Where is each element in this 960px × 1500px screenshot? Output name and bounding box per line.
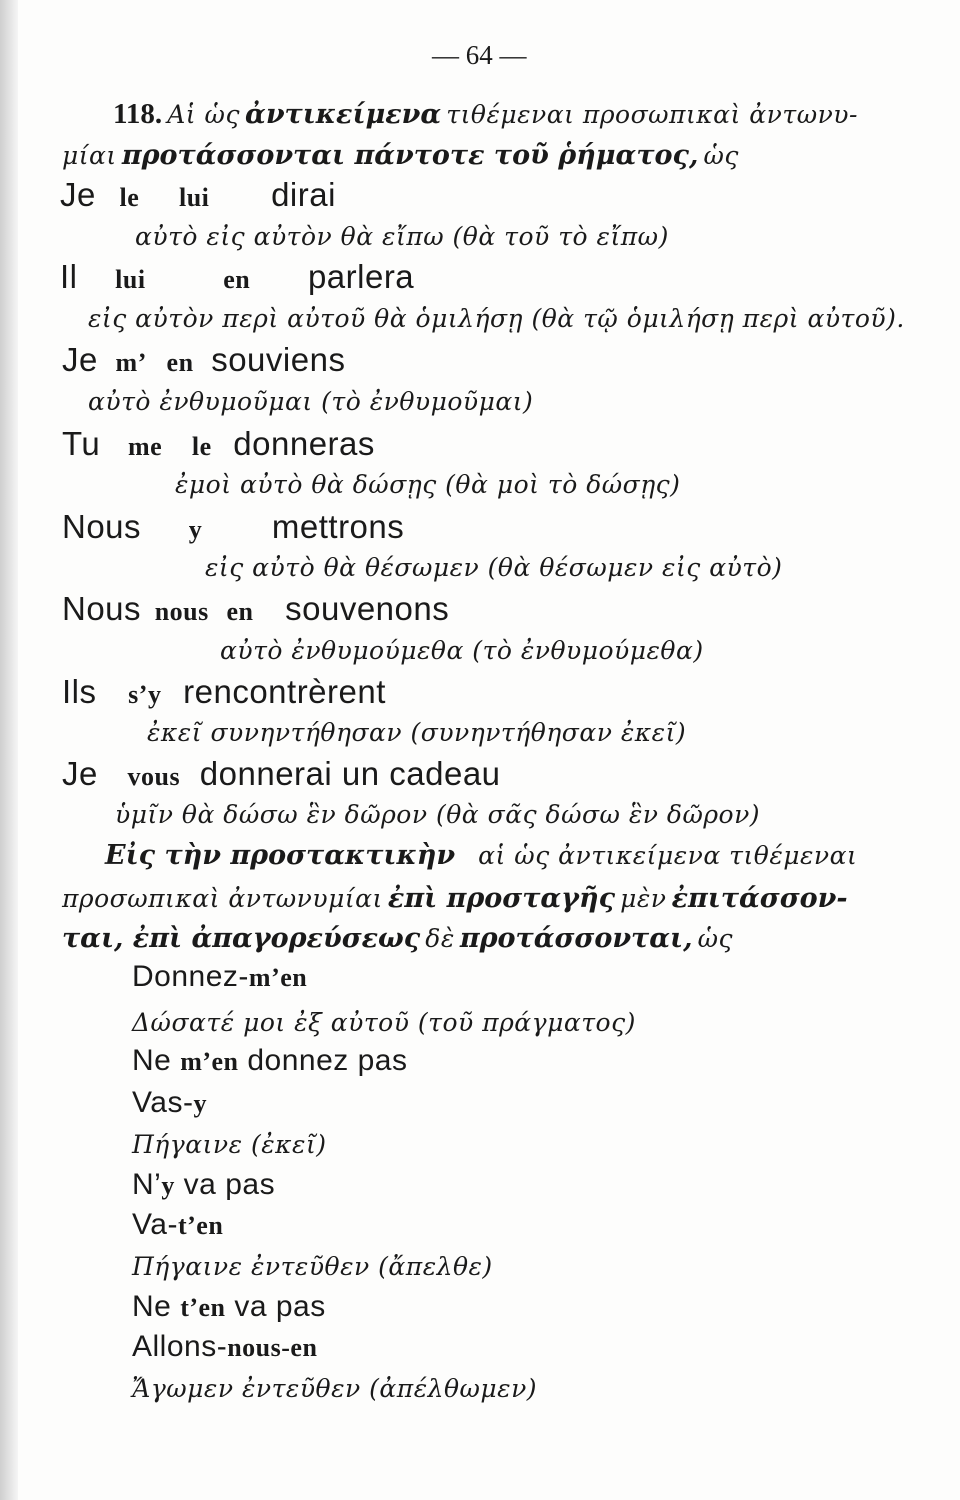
imperative-example-6-french: Ne t’en va pas [132,1290,326,1323]
example-2-french: Il lui en parlera [60,258,415,295]
imperative-example-1-greek: Δώσατέ μοι ἐξ αὐτοῦ (τοῦ πράγματος) [132,1008,636,1037]
imperative-line-1: Εἰς τὴν προστακτικὴν αἱ ὡς ἀντικείμενα τιθέμεναι [105,840,858,871]
example-6-greek: αὐτὸ ἐνθυμούμεθα (τὸ ἐνθυμούμεθα) [220,636,704,665]
example-7-greek: ἐκεῖ συνηντήθησαν (συνηντήθησαν ἐκεῖ) [147,718,687,747]
example-1-french: Je le lui dirai [60,176,336,213]
example-3-greek: αὐτὸ ἐνθυμοῦμαι (τὸ ἐνθυμοῦμαι) [88,387,534,416]
imperative-example-5-french: Va-t’en [132,1208,224,1241]
section-intro-line-2: μίαι προτάσσονται πάντοτε τοῦ ῥήματος, ὡς [62,140,739,171]
section-intro-line-1: 118. Αἱ ὡς ἀντικείμενα τιθέμεναι προσωπικαὶ ἀντωνυ- [113,98,858,130]
example-4-french: Tu me le donneras [62,425,375,462]
example-5-french: Nous y mettrons [62,508,405,545]
imperative-example-7-greek: Ἄγωμεν ἐντεῦθεν (ἀπέλθωμεν) [132,1374,538,1403]
example-7-french: Ils s’y rencontrèrent [62,673,386,710]
example-8-greek: ὑμῖν θὰ δώσω ἓν δῶρον (θὰ σᾶς δώσω ἓν δῶρον) [115,800,761,829]
page-number: — 64 — [432,40,527,70]
example-5-greek: εἰς αὐτὸ θὰ θέσωμεν (θὰ θέσωμεν εἰς αὐτὸ) [205,553,783,582]
example-4-greek: ἐμοὶ αὐτὸ θὰ δώσῃς (θὰ μοὶ τὸ δώσῃς) [175,470,681,499]
example-2-greek: εἰς αὐτὸν περὶ αὐτοῦ θὰ ὁμιλήσῃ (θὰ τῷ ὁμιλήσῃ περὶ αὐτοῦ). [88,304,905,333]
imperative-example-4-french: N’y va pas [132,1168,276,1201]
example-8-french: Je vous donnerai un cadeau [62,755,501,792]
imperative-example-3-french: Vas-y [132,1086,207,1119]
imperative-line-3: ται, ἐπὶ ἀπαγορεύσεως δὲ προτάσσονται, ὡς [62,923,733,954]
example-1-greek: αὐτὸ εἰς αὐτὸν θὰ εἴπω (θὰ τοῦ τὸ εἴπω) [135,222,669,251]
section-number: 118. [113,98,163,130]
imperative-example-5-greek: Πήγαινε ἐντεῦθεν (ἄπελθε) [132,1252,493,1281]
imperative-example-3-greek: Πήγαινε (ἐκεῖ) [132,1130,327,1159]
imperative-example-1-french: Donnez-m’en [132,960,308,993]
example-3-french: Je m’ en souviens [62,341,346,378]
page-edge-shadow [0,0,18,1500]
example-6-french: Nous nous en souvenons [62,590,450,627]
imperative-example-7-french: Allons-nous-en [132,1330,318,1363]
imperative-example-2-french: Ne m’en donnez pas [132,1044,408,1077]
imperative-line-2: προσωπικαὶ ἀντωνυμίαι ἐπὶ προσταγῆς μὲν ἐπιτάσσον- [62,883,848,914]
